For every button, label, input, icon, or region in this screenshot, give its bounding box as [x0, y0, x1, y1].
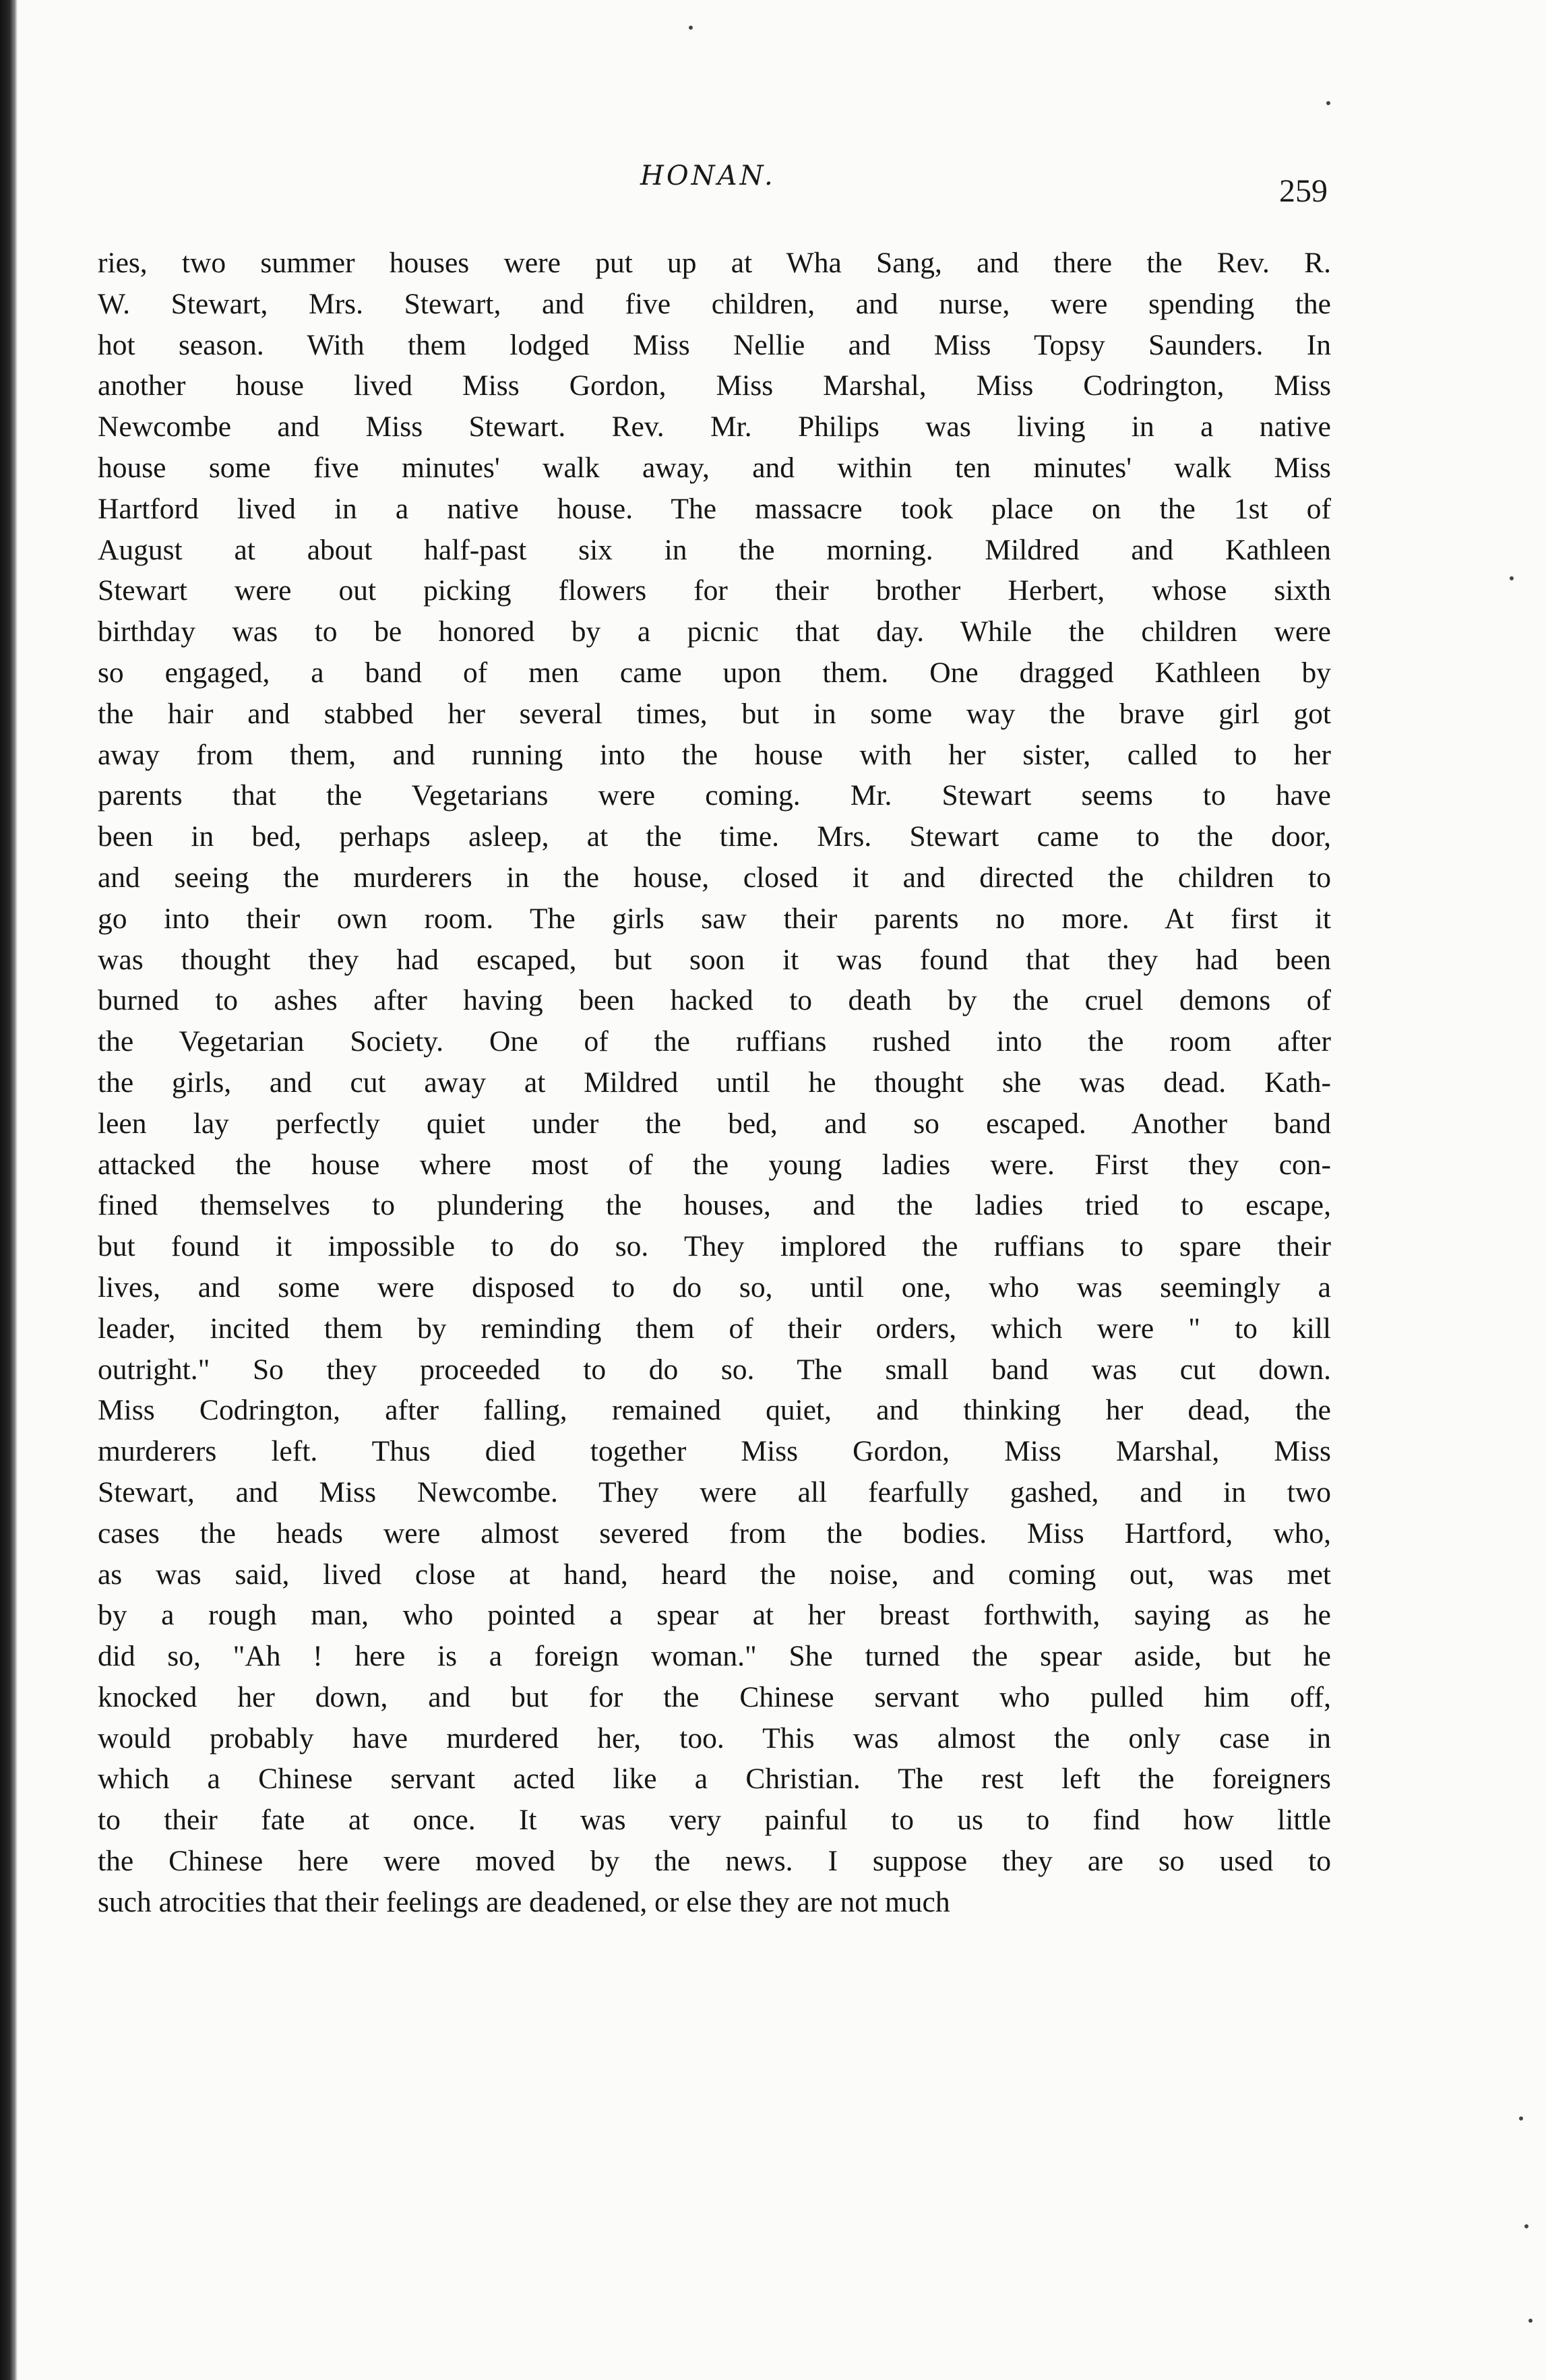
text-line: Newcombe and Miss Stewart. Rev. Mr. Philips was living in a native — [98, 410, 1331, 444]
text-line: the girls, and cut away at Mildred until he thought she was dead. Kath- — [98, 1066, 1331, 1099]
text-line: Hartford lived in a native house. The massacre took place on the 1st of — [98, 492, 1331, 525]
text-line: the Chinese here were moved by the news. I suppose they are so used to — [98, 1845, 1331, 1878]
text-line: fined themselves to plundering the houses, and the ladies tried to escape, — [98, 1189, 1331, 1222]
binding-shadow — [0, 0, 18, 2380]
text-line: been in bed, perhaps asleep, at the time. Mrs. Stewart came to the door, — [98, 820, 1331, 853]
text-line: such atrocities that their feelings are deadened, or else they are not much — [98, 1885, 950, 1918]
text-line: Stewart, and Miss Newcombe. They were all fearfully gashed, and in two — [98, 1475, 1331, 1508]
text-line: so engaged, a band of men came upon them. One dragged Kathleen by — [98, 656, 1331, 689]
text-line: attacked the house where most of the young ladies were. First they con- — [98, 1148, 1331, 1181]
page-header — [101, 160, 1328, 208]
scan-speck — [1326, 101, 1330, 105]
text-line: leader, incited them by reminding them of their orders, which were " to kill — [98, 1312, 1331, 1345]
text-line: W. Stewart, Mrs. Stewart, and five children, and nurse, were spending the — [98, 287, 1331, 320]
text-line: which a Chinese servant acted like a Christian. The rest left the foreigners — [98, 1763, 1331, 1796]
text-line: ries, two summer houses were put up at Wha Sang, and there the Rev. R. — [98, 247, 1331, 279]
text-line: burned to ashes after having been hacked to death by the cruel demons of — [98, 984, 1331, 1017]
text-line: was thought they had escaped, but soon it was found that they had been — [98, 943, 1331, 976]
scan-speck — [1510, 576, 1514, 580]
text-line: but found it impossible to do so. They implored the ruffians to spare their — [98, 1230, 1331, 1263]
running-head: HONAN. — [640, 160, 776, 191]
text-line: August at about half-past six in the morning. Mildred and Kathleen — [98, 533, 1331, 566]
text-line: murderers left. Thus died together Miss Gordon, Miss Marshal, Miss — [98, 1435, 1331, 1468]
text-line: go into their own room. The girls saw their parents no more. At first it — [98, 902, 1331, 935]
text-line: as was said, lived close at hand, heard the noise, and coming out, was met — [98, 1558, 1331, 1591]
text-line: another house lived Miss Gordon, Miss Marshal, Miss Codrington, Miss — [98, 369, 1331, 402]
scan-speck — [1528, 2319, 1533, 2323]
text-line: Miss Codrington, after falling, remained quiet, and thinking her dead, the — [98, 1394, 1331, 1427]
text-line: knocked her down, and but for the Chinese servant who pulled him off, — [98, 1680, 1331, 1713]
text-line: cases the heads were almost severed from the bodies. Miss Hartford, who, — [98, 1517, 1331, 1550]
body-text — [98, 243, 1331, 1923]
text-line: away from them, and running into the house with her sister, called to her — [98, 738, 1331, 771]
text-line: birthday was to be honored by a picnic that day. While the children were — [98, 615, 1331, 648]
text-line: parents that the Vegetarians were coming. Mr. Stewart seems to have — [98, 779, 1331, 812]
text-line: the hair and stabbed her several times, but in some way the brave girl got — [98, 697, 1331, 730]
page-number: 259 — [1279, 173, 1328, 209]
text-line: hot season. With them lodged Miss Nellie and Miss Topsy Saunders. In — [98, 328, 1331, 361]
text-line: house some five minutes' walk away, and within ten minutes' walk Miss — [98, 451, 1331, 484]
text-line: by a rough man, who pointed a spear at her breast forthwith, saying as he — [98, 1599, 1331, 1632]
text-line: lives, and some were disposed to do so, until one, who was seemingly a — [98, 1271, 1331, 1304]
text-line: outright." So they proceeded to do so. The small band was cut down. — [98, 1353, 1331, 1386]
scan-speck — [1519, 2116, 1523, 2120]
scan-speck — [689, 26, 693, 30]
text-line: the Vegetarian Society. One of the ruffians rushed into the room after — [98, 1025, 1331, 1058]
text-line: leen lay perfectly quiet under the bed, and so escaped. Another band — [98, 1107, 1331, 1140]
text-line: and seeing the murderers in the house, closed it and directed the children to — [98, 861, 1331, 894]
text-line: to their fate at once. It was very painful to us to find how little — [98, 1804, 1331, 1837]
scan-speck — [1524, 2224, 1528, 2228]
text-line: did so, "Ah ! here is a foreign woman." She turned the spear aside, but he — [98, 1640, 1331, 1673]
text-line: Stewart were out picking flowers for their brother Herbert, whose sixth — [98, 574, 1331, 607]
text-line: would probably have murdered her, too. This was almost the only case in — [98, 1721, 1331, 1755]
